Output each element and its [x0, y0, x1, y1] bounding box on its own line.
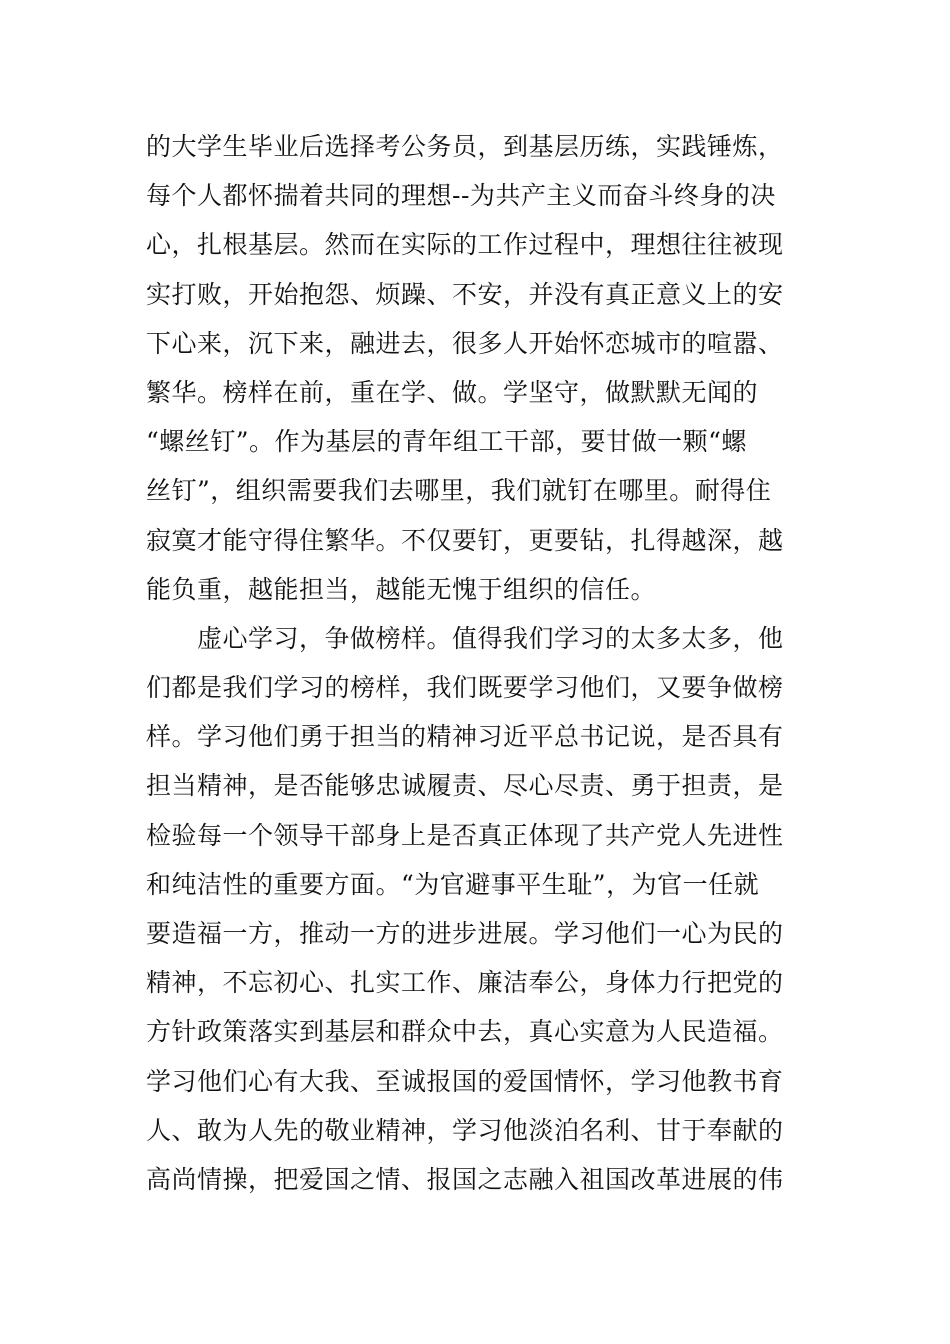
text-line: 人、敢为人先的敬业精神，学习他淡泊名利、甘于奉献的: [146, 1115, 784, 1145]
text-line: 方针政策落实到基层和群众中去，真心实意为人民造福。: [146, 1017, 784, 1047]
text-line: 要造福一方，推动一方的进步进展。学习他们一心为民的: [146, 919, 784, 948]
text-line: 心，扎根基层。然而在实际的工作过程中，理想往往被现: [146, 230, 784, 260]
text-line: 担当精神，是否能够忠诚履责、尽心尽责、勇于担责，是: [146, 771, 784, 801]
text-line: 每个人都怀揣着共同的理想--为共产主义而奋斗终身的决: [146, 181, 776, 211]
text-line: 寂寞才能守得住繁华。不仅要钉，更要钻，扎得越深，越: [146, 525, 784, 555]
text-line: 精神，不忘初心、扎实工作、廉洁奉公，身体力行把党的: [146, 968, 784, 998]
text-line: 丝钉”，组织需要我们去哪里，我们就钉在哪里。耐得住: [146, 476, 772, 506]
text-line: 能负重，越能担当，越能无愧于组织的信任。: [146, 574, 657, 604]
text-line: “螺丝钉”。作为基层的青年组工干部，要甘做一颗“螺: [146, 427, 747, 457]
text-line: 虚心学习，争做榜样。值得我们学习的太多太多，他: [146, 623, 784, 653]
text-line: 繁华。榜样在前，重在学、做。学坚守，做默默无闻的: [146, 377, 759, 407]
text-line: 的大学生毕业后选择考公务员，到基层历练，实践锤炼，: [146, 132, 784, 161]
text-line: 和纯洁性的重要方面。“为官避事平生耻”，为官一任就: [146, 869, 760, 899]
text-line: 实打败，开始抱怨、烦躁、不安，并没有真正意义上的安: [146, 279, 784, 309]
text-line: 学习他们心有大我、至诚报国的爱国情怀，学习他教书育: [146, 1066, 784, 1096]
body-text: [146, 122, 816, 1204]
text-line: 高尚情操，把爱国之情、报国之志融入祖国改革进展的伟: [146, 1164, 784, 1194]
text-line: 样。学习他们勇于担当的精神习近平总书记说，是否具有: [146, 722, 784, 752]
text-line: 下心来，沉下来，融进去，很多人开始怀恋城市的喧嚣、: [146, 328, 784, 358]
text-line: 们都是我们学习的榜样，我们既要学习他们，又要争做榜: [146, 673, 784, 703]
text-line: 检验每一个领导干部身上是否真正体现了共产党人先进性: [146, 820, 784, 850]
